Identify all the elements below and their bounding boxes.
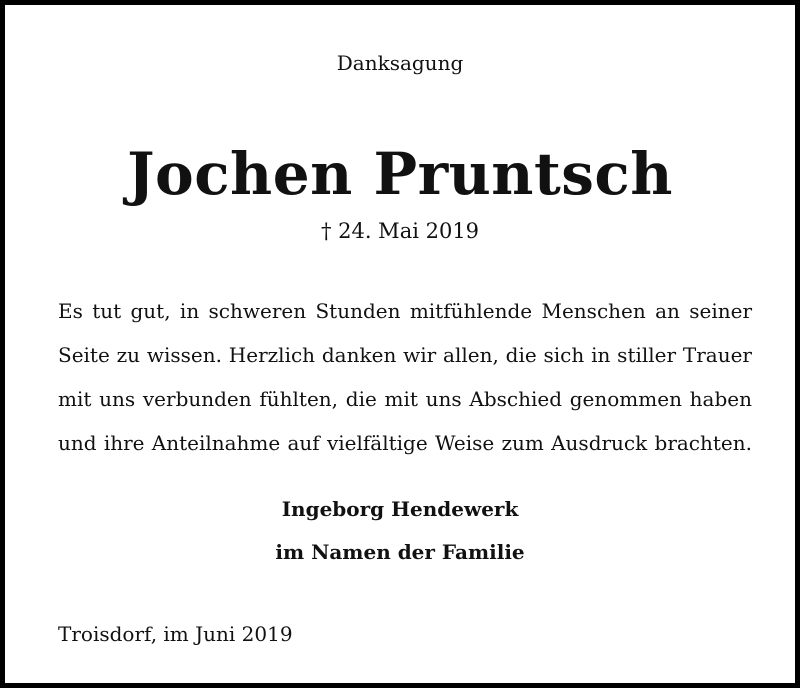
signer-name: Ingeborg Hendewerk [281,497,519,521]
death-date: † 24. Mai 2019 [320,219,480,243]
thank-you-line: mit uns verbunden fühlten, die mit uns Abschied genommen haben [58,387,752,411]
notice-heading: Danksagung [336,51,464,75]
place-and-date: Troisdorf, im Juni 2019 [58,622,293,646]
thank-you-line: Es tut gut, in schweren Stunden mitfühlende Menschen an seiner [58,299,752,323]
thank-you-text [58,289,752,465]
thank-you-line: und ihre Anteilnahme auf vielfältige Weise zum Ausdruck brachten. [58,431,752,455]
signer-role: im Namen der Familie [275,540,525,564]
thank-you-line: Seite zu wissen. Herzlich danken wir allen, die sich in stiller Trauer [58,343,752,367]
deceased-name: Jochen Pruntsch [127,140,673,208]
